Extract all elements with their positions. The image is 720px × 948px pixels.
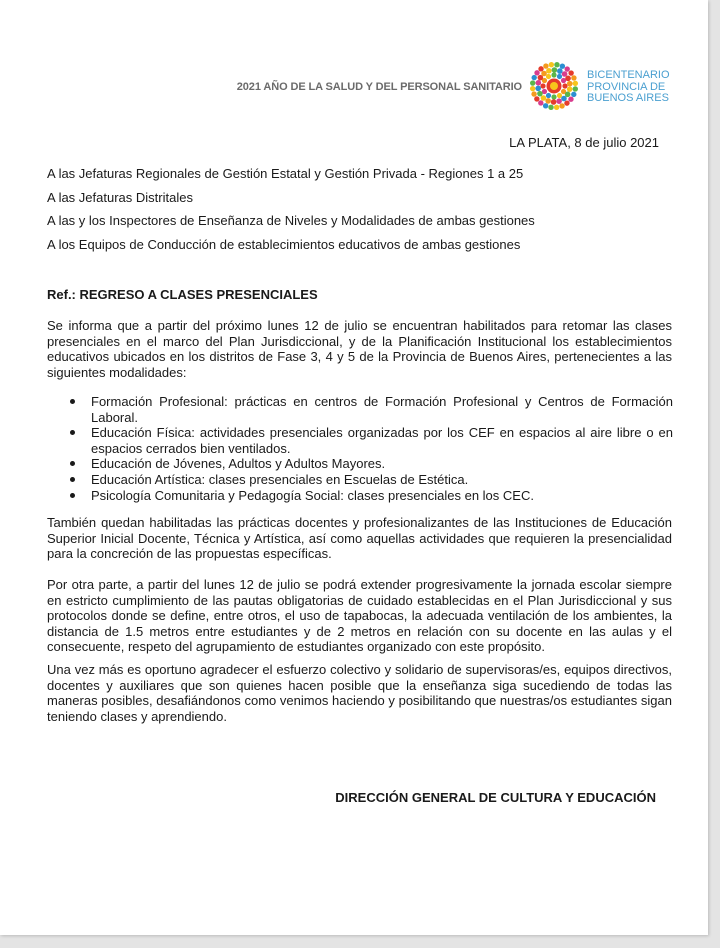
bullet-icon bbox=[70, 399, 75, 404]
logo-ray bbox=[561, 96, 567, 102]
logo-ray bbox=[534, 70, 539, 75]
logo-ray bbox=[535, 86, 541, 92]
list-item-text: Educación de Jóvenes, Adultos y Adultos Mayores. bbox=[91, 456, 386, 472]
bullet-icon bbox=[70, 461, 75, 466]
logo-ray bbox=[556, 98, 562, 104]
logo-ray bbox=[565, 66, 570, 71]
logo-ray bbox=[546, 93, 551, 98]
reference-line: Ref.: REGRESO A CLASES PRESENCIALES bbox=[47, 287, 318, 302]
logo-ray bbox=[537, 91, 543, 97]
list-item-text: Educación Física: actividades presenciales organizadas por los CEF en espacios al aire libre o en espacios cerrados bien ventilados. bbox=[91, 425, 673, 456]
logo-ray bbox=[543, 103, 548, 108]
logo-ray bbox=[559, 103, 564, 108]
logo-ray bbox=[573, 81, 578, 86]
second-paragraph: También quedan habilitadas las prácticas docentes y profesionalizantes de las Instituciones de Educación Superior Inicial Docente, Técnica y Artística, así como aquellas actividades que requieren la presencialidad para la concreción de las propuestas específicas. bbox=[47, 515, 672, 562]
recipients-list bbox=[47, 166, 535, 260]
logo-ray bbox=[548, 105, 553, 110]
logo-ray bbox=[573, 86, 578, 91]
list-item bbox=[91, 472, 673, 488]
logo-ray bbox=[536, 80, 542, 86]
logo-ray bbox=[541, 95, 547, 101]
logo-ray bbox=[554, 62, 559, 67]
logo-ray bbox=[552, 67, 558, 73]
logo-ray bbox=[554, 105, 559, 110]
logo-ray bbox=[549, 62, 554, 67]
logo-ray bbox=[530, 80, 535, 85]
logo-ray bbox=[540, 83, 545, 88]
logo-ray bbox=[532, 75, 537, 80]
logo-line-provincia: PROVINCIA DE bbox=[587, 80, 666, 93]
letterhead bbox=[0, 60, 708, 110]
logo-ray bbox=[571, 75, 576, 80]
list-item bbox=[91, 425, 673, 456]
logo-ray bbox=[564, 100, 569, 105]
logo-ray bbox=[551, 94, 556, 99]
bullet-icon bbox=[70, 477, 75, 482]
logo-ray bbox=[560, 64, 565, 69]
logo-ray bbox=[557, 74, 562, 79]
recipient-line: A las Jefaturas Regionales de Gestión Estatal y Gestión Privada - Regiones 1 a 25 bbox=[47, 166, 524, 181]
list-item bbox=[91, 456, 673, 472]
list-item-text: Psicología Comunitaria y Pedagogía Social: clases presenciales en los CEC. bbox=[91, 487, 534, 503]
logo-ray bbox=[538, 66, 543, 71]
logo-ray bbox=[538, 100, 543, 105]
logo-ray bbox=[562, 71, 568, 77]
logo-ray bbox=[568, 97, 573, 102]
logo-ray bbox=[530, 86, 535, 91]
logo-text bbox=[587, 70, 670, 105]
list-item bbox=[91, 394, 673, 425]
logo-line-buenos-aires: BUENOS AIRES bbox=[587, 92, 669, 104]
logo-ray bbox=[551, 72, 556, 77]
list-item bbox=[91, 488, 673, 504]
logo-ray bbox=[551, 99, 557, 105]
intro-paragraph: Se informa que a partir del próximo lunes 12 de julio se encuentran habilitados para retomar las clases presenciales en el marco del Plan Jurisdiccional, y de la Planificación Institucional los establecimientos educativos ubicados en los distritos de Fase 3, 4 y 5 de la Provincia de Buenos Aires, pertenecientes a las siguientes modalidades: bbox=[47, 318, 672, 380]
logo-ray bbox=[568, 70, 573, 75]
recipient-line: A las y los Inspectores de Enseñanza de Niveles y Modalidades de ambas gestiones bbox=[47, 213, 535, 228]
logo-ray bbox=[571, 92, 576, 97]
letter-date: LA PLATA, 8 de julio 2021 bbox=[509, 135, 659, 150]
list-item-text: Formación Profesional: prácticas en centros de Formación Profesional y Centros de Formación Laboral. bbox=[91, 394, 673, 425]
sun-logo-icon bbox=[528, 60, 580, 112]
logo-ray bbox=[531, 91, 536, 96]
logo-ray bbox=[557, 93, 562, 98]
logo-ray bbox=[567, 81, 573, 87]
recipient-line: A las Jefaturas Distritales bbox=[47, 189, 193, 205]
logo-ray bbox=[545, 98, 551, 104]
list-item-text: Educación Artística: clases presenciales en Escuelas de Estética. bbox=[91, 471, 469, 487]
logo-ray bbox=[567, 86, 573, 92]
logo-ray bbox=[562, 83, 567, 88]
bullet-icon bbox=[70, 493, 75, 498]
logo-line-bicentenario: BICENTENARIO bbox=[587, 69, 670, 81]
logo-ray bbox=[546, 68, 552, 74]
logo-ray bbox=[546, 74, 551, 79]
fourth-paragraph: Una vez más es oportuno agradecer el esfuerzo colectivo y solidario de supervisoras/es, equipos directivos, docentes y auxiliares que son quienes hacen posible que la enseñanza siga sucediendo de todas las maneras posibles, desafiándonos como venimos haciendo y posibilitando que nuestras/os estudiantes sigan teniendo clases y aprendiendo. bbox=[47, 662, 672, 724]
third-paragraph: Por otra parte, a partir del lunes 12 de julio se podrá extender progresivamente la jornada escolar siempre en estricto cumplimiento de las pautas obligatorias de cuidado establecidas en el Plan Jurisdiccional y sus protocolos donde se define, entre otros, el uso de tapabocas, la adecuada ventilación de los ambientes, la distancia de 1.5 metros entre estudiantes y de 2 metros en relación con su docente en las aulas y el consecuente, respeto del agrupamiento de estudiantes organizado con este propósito. bbox=[47, 577, 672, 655]
bullet-icon bbox=[70, 430, 75, 435]
logo-ray bbox=[541, 71, 547, 77]
signature-line: DIRECCIÓN GENERAL DE CULTURA Y EDUCACIÓN bbox=[335, 790, 656, 805]
year-motto: 2021 AÑO DE LA SALUD Y DEL PERSONAL SANITARIO bbox=[236, 81, 522, 93]
logo-ray bbox=[557, 68, 563, 74]
logo-ray bbox=[543, 63, 548, 68]
recipient-line: A los Equipos de Conducción de establecimientos educativos de ambas gestiones bbox=[47, 236, 521, 252]
modalities-list bbox=[91, 394, 673, 503]
logo-ray bbox=[565, 76, 571, 82]
logo-ray bbox=[534, 96, 539, 101]
